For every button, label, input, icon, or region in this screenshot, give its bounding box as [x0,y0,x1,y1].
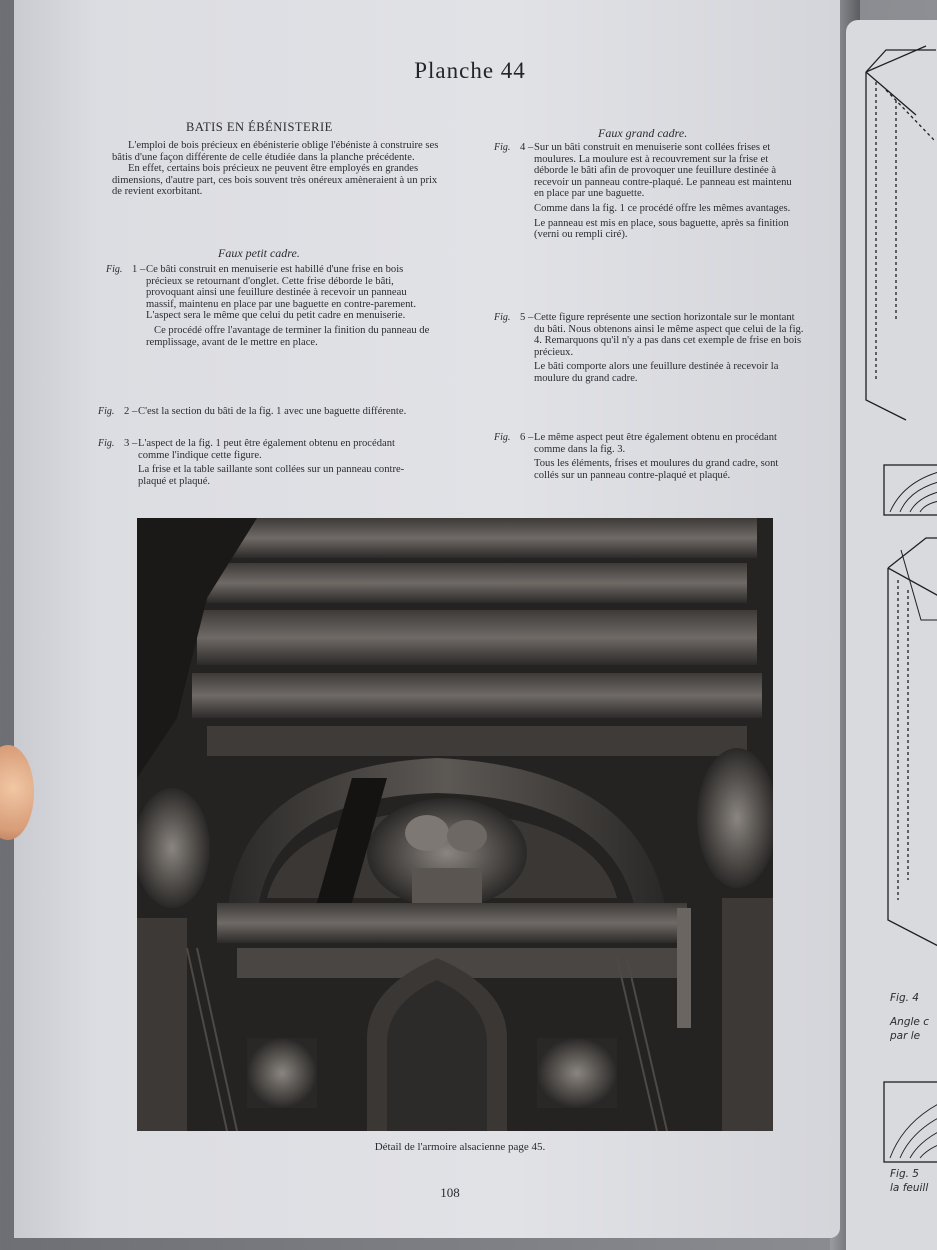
intro-text [112,140,442,198]
fig-number: 1 – [132,264,146,275]
figure-1-description [106,264,442,348]
fig5-caption-line1: la feuill [890,1182,929,1194]
figure-4-description [494,142,818,241]
left-subheading: Faux petit cadre. [218,246,300,260]
fig-number: 6 – [520,432,534,443]
figure-6-description [494,432,818,481]
fig-paragraph: Sur un bâti construit en menuiserie sont collées frises et moulures. La moulure est à recouvrement sur la frise et déborde le bâti afin de provoquer une feuillure destinée à recevoir un panneau contre-plaqué. Le panneau est maintenu en place par une baguette. [534,142,792,200]
fig-label: Fig. [494,312,511,323]
figure-2-description [98,406,442,418]
fig4-label: Fig. 4 [890,992,919,1004]
fig-number: 2 – [124,406,138,417]
fig-label: Fig. [98,406,115,417]
fig-paragraph: Cette figure représente une section horizontale sur le montant du bâti. Nous obtenons ainsi le même aspect que celui de la fig. 4. Remarquons qu'il n'y a pas dans cet exemple de frise en bois précieux. [534,312,804,358]
intro-paragraph: En effet, certains bois précieux ne peuvent être employés en grandes dimensions, d'autre part, ces bois souvent très onéreux amèneraient à un prix de revient exorbitant. [112,163,438,198]
fig4-caption-line2: par le [890,1030,921,1042]
fig-paragraph: C'est la section du bâti de la fig. 1 avec une baguette différente. [138,406,407,417]
fig-number: 3 – [124,438,138,449]
fig-number: 5 – [520,312,534,323]
fig-label: Fig. [494,432,511,443]
fig-paragraph: La frise et la table saillante sont collées sur un panneau contre-plaqué et plaqué. [138,464,405,487]
figure-5-description [494,312,818,385]
fig5-label: Fig. 5 [890,1168,919,1180]
page-number: 108 [440,1185,460,1200]
right-subheading: Faux grand cadre. [598,126,688,140]
fig-label: Fig. [98,438,115,449]
fig-paragraph: Tous les éléments, frises et moulures du grand cadre, sont collés sur un panneau contre-plaqué et plaqué. [534,458,779,481]
fig-paragraph: Le même aspect peut être également obtenu en procédant comme dans la fig. 3. [534,432,777,455]
intro-paragraph: L'emploi de bois précieux en ébénisterie oblige l'ébéniste à construire ses bâtis d'une façon différente de celle étudiée dans la planche précédente. [112,140,439,163]
facing-page-drawings [846,20,937,1250]
plate-title: Planche 44 [414,58,526,83]
figure-3-description [98,438,442,487]
fig-paragraph: Comme dans la fig. 1 ce procédé offre les mêmes avantages. [534,202,791,214]
fig-label: Fig. [494,142,511,153]
section-heading: BATIS EN ÉBÉNISTERIE [186,120,333,134]
fig-paragraph: Le bâti comporte alors une feuillure destinée à recevoir la moulure du grand cadre. [534,361,779,384]
photo-caption: Détail de l'armoire alsacienne page 45. [374,1141,546,1153]
fig-label: Fig. [106,264,123,275]
fig-paragraph: L'aspect de la fig. 1 peut être également obtenu en procédant comme l'indique cette figure. [138,438,395,461]
fig4-caption-line1: Angle c [890,1016,929,1028]
fig-paragraph: Le panneau est mis en place, sous baguette, après sa finition (verni ou rempli ciré). [534,217,789,241]
armoire-detail-image [137,518,773,1131]
fig-paragraph: Ce procédé offre l'avantage de terminer la finition du panneau de remplissage, avant de le mettre en place. [146,324,430,348]
facing-page [846,20,937,1250]
fig-number: 4 – [520,142,534,153]
fig-paragraph: Ce bâti construit en menuiserie est habillé d'une frise en bois précieux se retournant d'onglet. Cette frise déborde le bâti, provoquant ainsi une feuillure destinée à recevoir un panneau massif, maintenu en place par une baguette en contre-parement. L'aspect sera le même que celui du petit cadre en menuiserie. [146,264,417,322]
armoire-photograph [137,518,773,1131]
